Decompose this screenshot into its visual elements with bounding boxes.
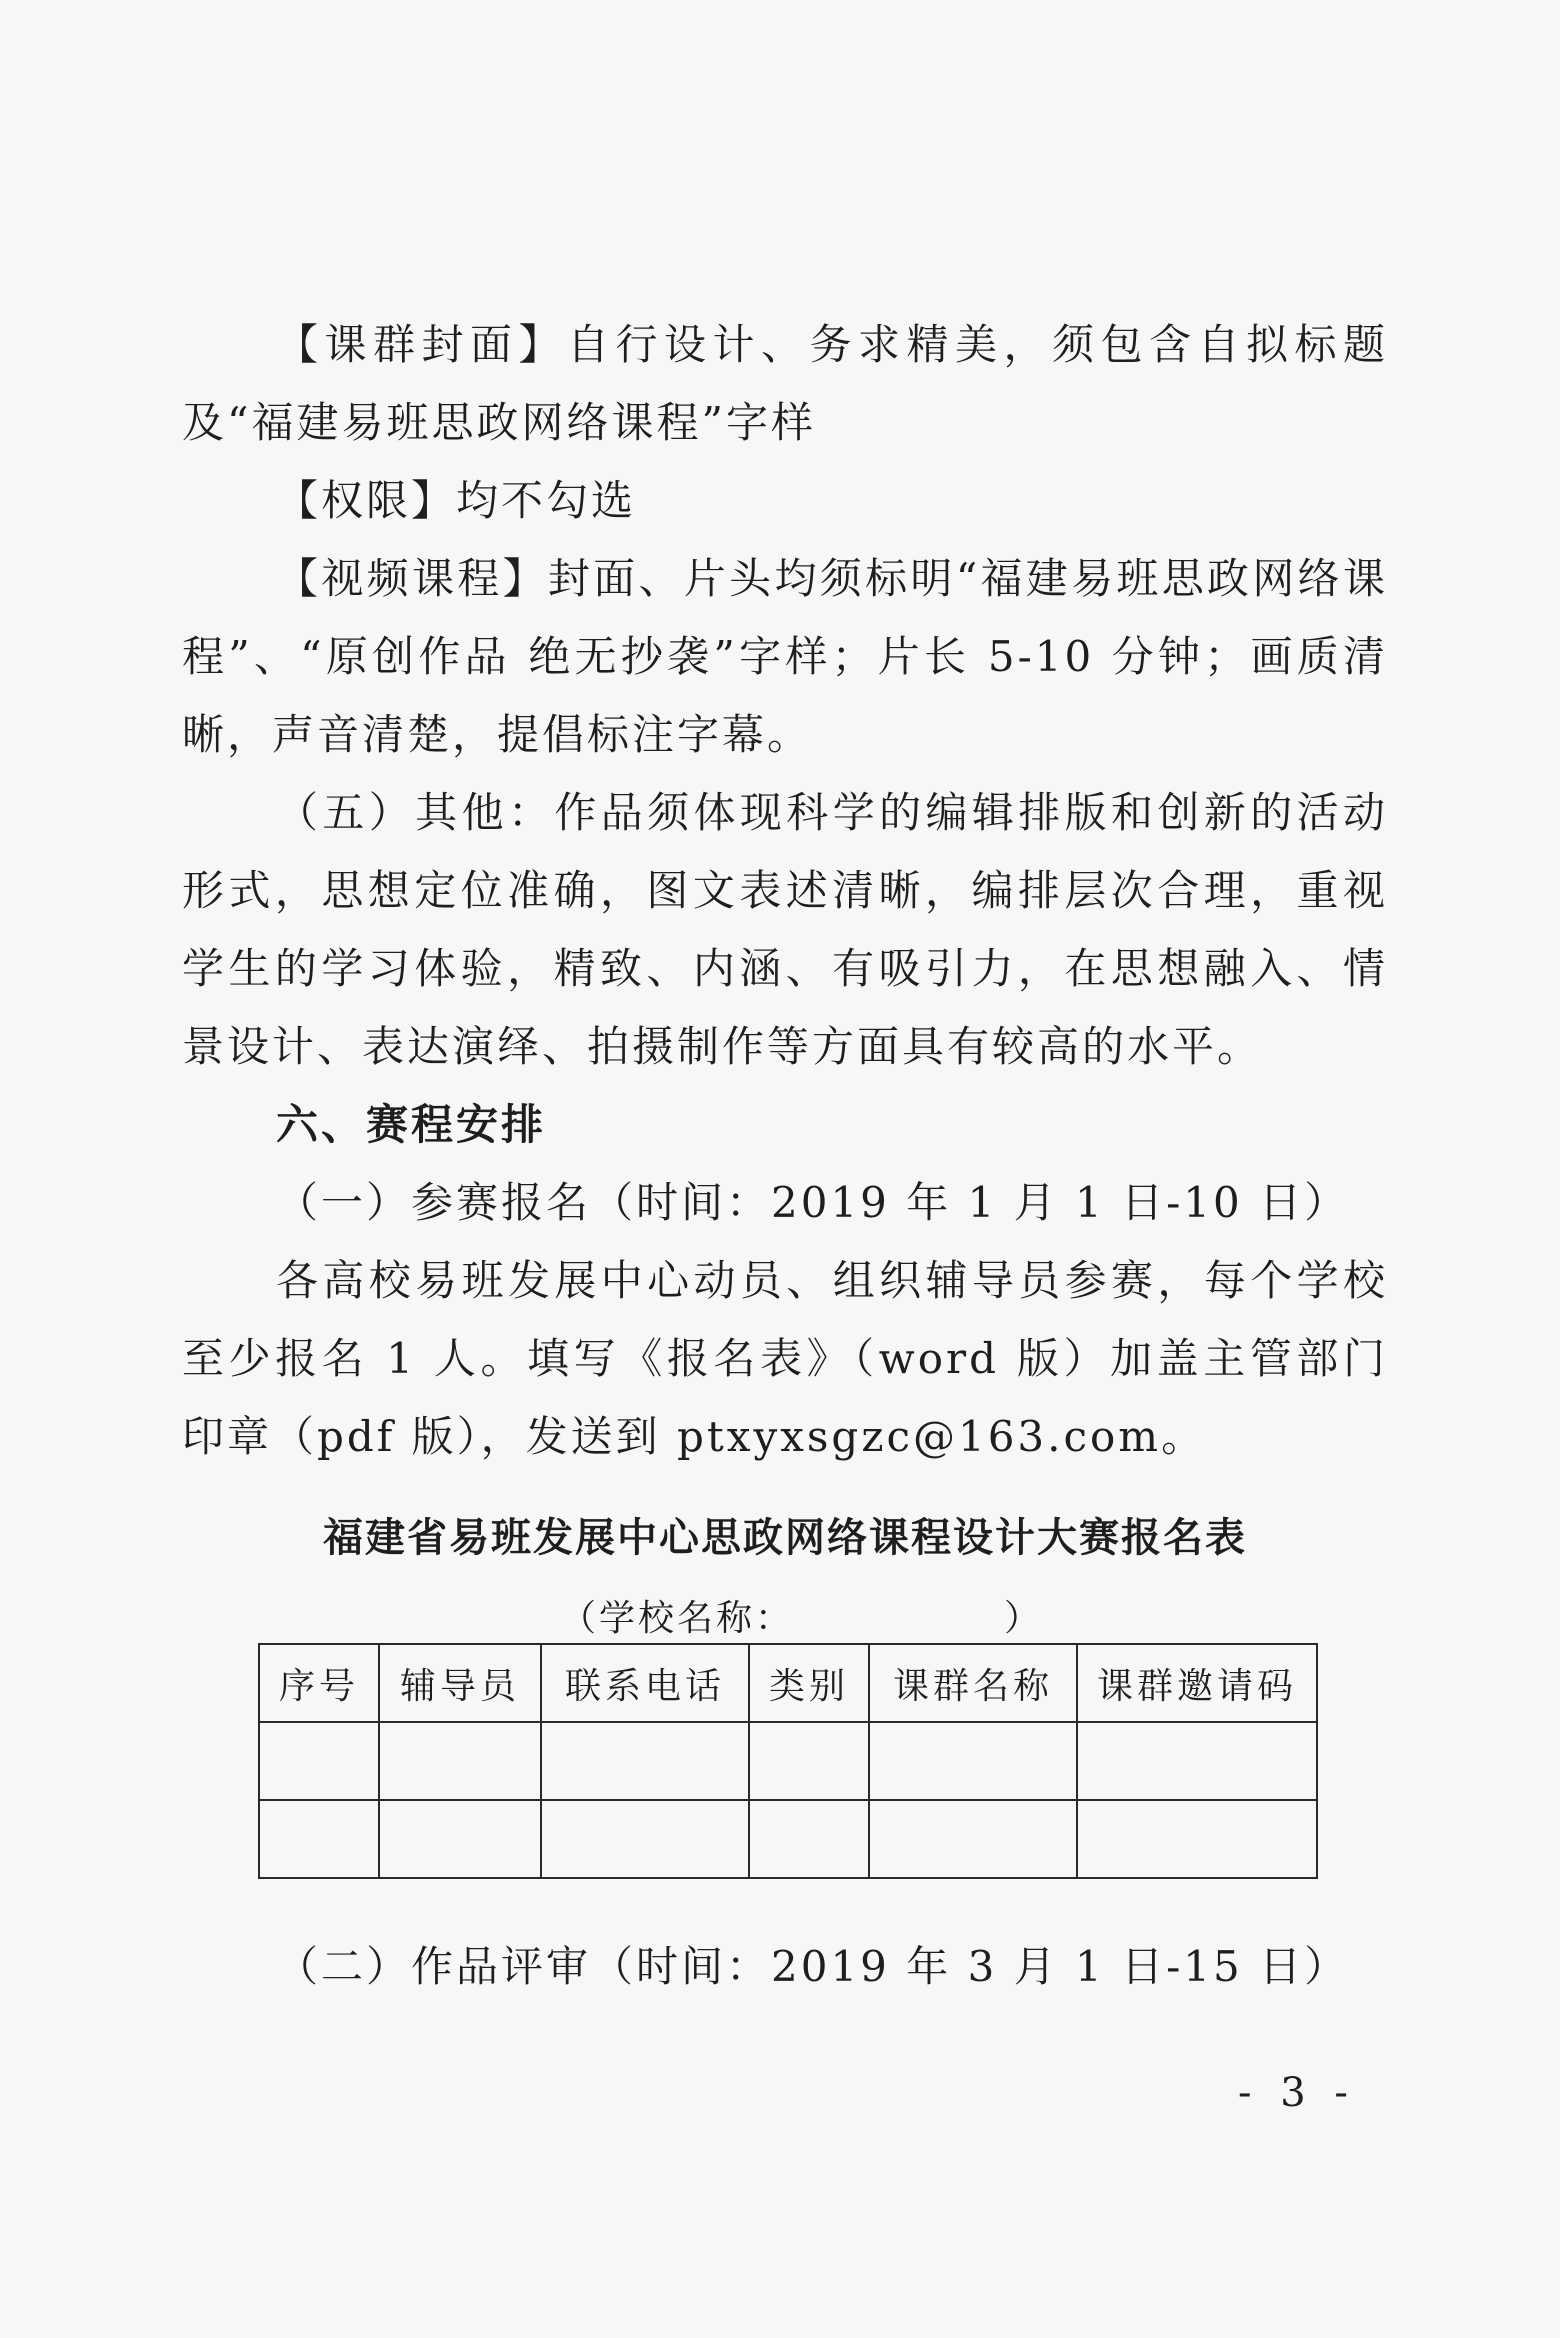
col-header-invite-code: 课群邀请码	[1077, 1644, 1317, 1722]
table-header-row	[259, 1644, 1317, 1722]
table-row	[259, 1800, 1317, 1878]
school-name-line	[560, 1590, 1043, 1641]
table-cell	[541, 1722, 749, 1800]
col-header-counselor: 辅导员	[379, 1644, 541, 1722]
review-heading: （二）作品评审（时间：2019 年 3 月 1 日-15 日）	[276, 1942, 1350, 1991]
col-header-number: 序号	[259, 1644, 379, 1722]
table-row	[259, 1722, 1317, 1800]
table-cell	[259, 1800, 379, 1878]
col-header-category: 类别	[749, 1644, 869, 1722]
paragraph-cover: 【课群封面】自行设计、务求精美，须包含自拟标题及“福建易班思政网络课程”字样	[182, 320, 1388, 447]
table-cell	[869, 1800, 1077, 1878]
paragraph-permissions: 【权限】均不勾选	[276, 476, 637, 525]
table-cell	[869, 1722, 1077, 1800]
school-name-label: （学校名称：	[560, 1598, 795, 1639]
section-heading-schedule: 六、赛程安排	[276, 1100, 547, 1149]
table-cell	[259, 1722, 379, 1800]
paragraph-other: （五）其他：作品须体现科学的编辑排版和创新的活动形式，思想定位准确，图文表述清晰，编排层次合理，重视学生的学习体验，精致、内涵、有吸引力，在思想融入、情景设计、表达演绎、拍摄制作等方面具有较高的水平。	[182, 788, 1388, 1071]
table-cell	[749, 1800, 869, 1878]
table-cell	[379, 1800, 541, 1878]
school-name-close: ）	[1004, 1598, 1044, 1639]
col-header-phone: 联系电话	[541, 1644, 749, 1722]
table-cell	[1077, 1722, 1317, 1800]
paragraph-video: 【视频课程】封面、片头均须标明“福建易班思政网络课程”、“原创作品 绝无抄袭”字样；片长 5-10 分钟；画质清晰，声音清楚，提倡标注字幕。	[182, 554, 1388, 759]
col-header-course-name: 课群名称	[869, 1644, 1077, 1722]
registration-heading: （一）参赛报名（时间：2019 年 1 月 1 日-10 日）	[276, 1178, 1350, 1227]
form-title: 福建省易班发展中心思政网络课程设计大赛报名表	[323, 1515, 1247, 1561]
registration-table	[258, 1643, 1318, 1879]
page-number: - 3 -	[1238, 2070, 1356, 2116]
table-cell	[379, 1722, 541, 1800]
table-cell	[1077, 1800, 1317, 1878]
table-cell	[749, 1722, 869, 1800]
registration-body: 各高校易班发展中心动员、组织辅导员参赛，每个学校至少报名 1 人。填写《报名表》（word 版）加盖主管部门印章（pdf 版），发送到 ptxyxsgzc@163.com。	[182, 1256, 1388, 1461]
table-cell	[541, 1800, 749, 1878]
